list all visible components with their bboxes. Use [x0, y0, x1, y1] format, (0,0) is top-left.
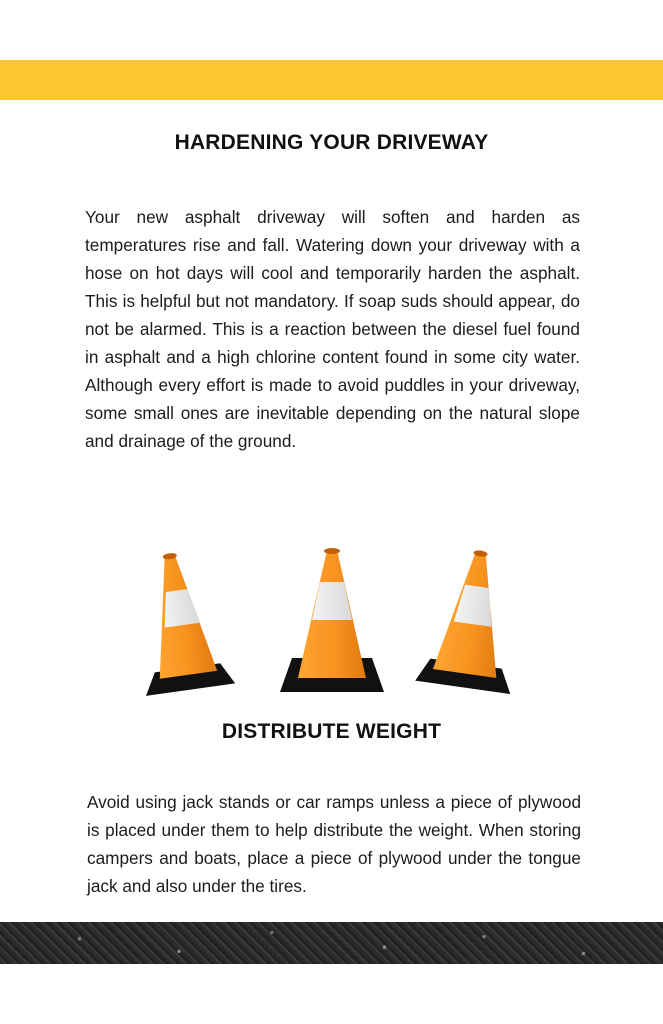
section-body-hardening: Your new asphalt driveway will soften and harden as temperatures rise and fall. Watering down your driveway with a hose on hot days will cool and temporarily harden the asphalt. This is helpful but not mandatory. If soap suds should appear, do not be alarmed. This is a reaction between the diesel fuel found in asphalt and a high chlorine content found in some city water. Although every effort is made to avoid puddles in your driveway, some small ones are inevitable depending on the natural slope and drainage of the ground. — [85, 207, 580, 451]
traffic-cones-illustration — [140, 540, 530, 710]
section-title-distribute-weight: DISTRIBUTE WEIGHT — [221, 720, 442, 743]
asphalt-texture-band — [0, 922, 663, 964]
traffic-cone-icon — [140, 547, 235, 696]
header-accent-band — [0, 60, 663, 100]
section-body-distribute-weight: Avoid using jack stands or car ramps unless a piece of plywood is placed under them to help distribute the weight. When storing campers and boats, place a piece of plywood under the tongue jack and also under the tires. — [87, 792, 581, 896]
traffic-cone-icon — [280, 548, 384, 692]
traffic-cone-icon — [415, 544, 529, 694]
section-title-hardening: HARDENING YOUR DRIVEWAY — [174, 131, 489, 154]
